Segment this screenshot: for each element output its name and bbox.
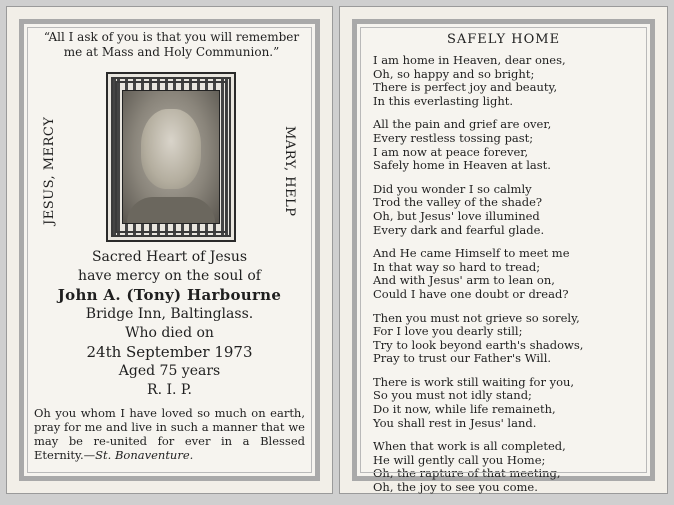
poem-line: I am home in Heaven, dear ones,: [373, 53, 566, 67]
deceased-place: Bridge Inn, Baltinglass.: [85, 306, 254, 322]
poem-line: In that way so hard to tread;: [373, 259, 541, 274]
poem-line: Every restless tossing past;: [373, 130, 534, 145]
poem-line: All the pain and grief are over,: [373, 117, 552, 132]
poem-line: Oh, so happy and so bright;: [373, 66, 535, 81]
poem-stanza: [373, 247, 642, 301]
prayer-paragraph: [34, 406, 305, 462]
memorial-card-right: [339, 6, 668, 494]
side-text-jesus-mercy: JESUS, MERCY: [42, 116, 57, 226]
poem-line: For I love you dearly still;: [373, 324, 523, 339]
prayer-text: Oh you whom I have loved so much on earth, pray for me and live in such a manner that we may be re-united for ever in a Blessed Eternity.—: [34, 406, 305, 462]
portrait-photo: [122, 90, 220, 224]
left-card-border: [19, 19, 320, 481]
poem-line: He will gently call you Home;: [373, 452, 546, 467]
poem-stanza: [373, 118, 642, 172]
deceased-name: John A. (Tony) Harbourne: [57, 286, 282, 304]
poem-line: Oh, but Jesus' love illumined: [373, 208, 540, 223]
poem-line: Pray to trust our Father's Will.: [373, 351, 552, 366]
portrait-face: [141, 109, 201, 189]
portrait-frame: [106, 72, 236, 242]
poem-stanza: [373, 440, 642, 494]
poem-line: I am now at peace forever,: [373, 144, 529, 159]
poem-line: Do it now, while life remaineth,: [373, 402, 556, 417]
prayer-author: St. Bonaventure.: [95, 448, 194, 462]
poem-stanza: [373, 54, 642, 108]
portrait-shoulders: [127, 197, 215, 223]
poem-line: So you must not idly stand;: [373, 388, 532, 403]
memorial-details: [24, 248, 315, 400]
poem-stanza: [373, 312, 642, 366]
poem-line: In this everlasting light.: [373, 93, 514, 108]
died-label: Who died on: [125, 325, 214, 341]
poem-line: Did you wonder I so calmly: [373, 181, 532, 196]
poem-line: And with Jesus' arm to lean on,: [373, 273, 555, 288]
memorial-quote: “All I ask of you is that you will remember me at Mass and Holy Communion.”: [43, 30, 300, 59]
right-card-border: [352, 19, 655, 495]
poem-body: [373, 54, 642, 505]
poem-stanza: [373, 183, 642, 237]
poem-line: Trod the valley of the shade?: [373, 195, 543, 210]
poem-line: There is perfect joy and beauty,: [373, 80, 558, 95]
age-line: Aged 75 years: [118, 363, 221, 379]
poem-line: Safely home in Heaven at last.: [373, 158, 551, 173]
poem-line: Every dark and fearful glade.: [373, 222, 545, 237]
memorial-card-left: [6, 6, 333, 494]
poem-line: There is work still waiting for you,: [373, 374, 575, 389]
date-of-death: 24th September 1973: [86, 343, 253, 361]
poem-title: SAFELY HOME: [446, 32, 561, 47]
poem-line: Then you must not grieve so sorely,: [373, 310, 580, 325]
poem-line: Oh, the rapture of that meeting,: [373, 466, 561, 481]
rip-line: R. I. P.: [147, 382, 192, 398]
poem-line: When that work is all completed,: [373, 439, 566, 454]
poem-stanza: [373, 376, 642, 430]
side-text-mary-help: MARY, HELP: [282, 125, 297, 217]
sacred-heart-line: Sacred Heart of Jesus: [91, 249, 248, 265]
poem-line: You shall rest in Jesus' land.: [373, 415, 537, 430]
poem-line: Oh, the joy to see you come.: [373, 480, 538, 495]
poem-line: Could I have one doubt or dread?: [373, 286, 569, 301]
mercy-line: have mercy on the soul of: [78, 268, 261, 284]
poem-line: And He came Himself to meet me: [373, 246, 570, 261]
poem-line: Try to look beyond earth's shadows,: [373, 337, 584, 352]
